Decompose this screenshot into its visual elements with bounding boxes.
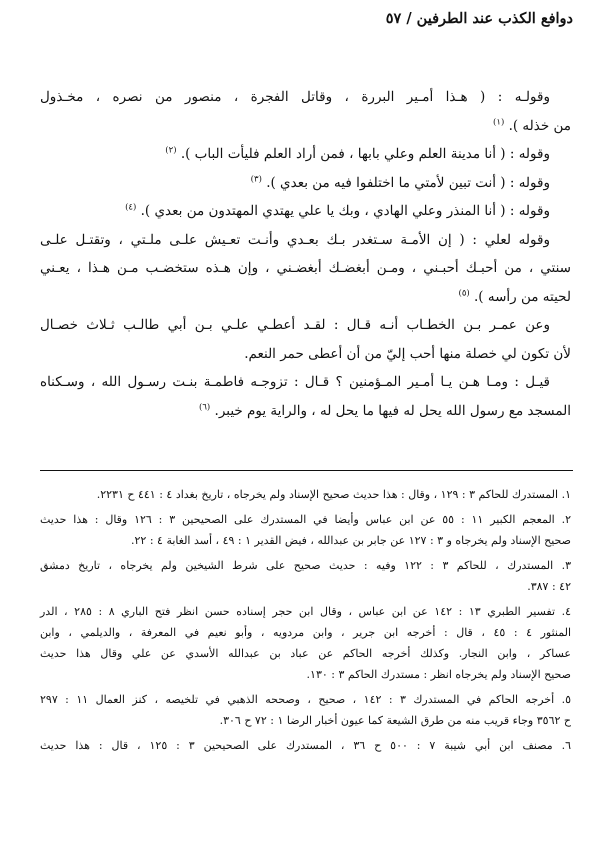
- paragraph-1-continuation: [40, 112, 571, 141]
- footnote-2: [40, 509, 571, 551]
- paragraph-5-continuation: [40, 254, 571, 283]
- paragraph-6-line-2: لأن تكون لي خصلة منها أحب إليّ من أن أعطى حمر النعم.: [244, 345, 571, 362]
- paragraph-4-line-1: وقوله : ( أنا المنذر وعلي الهادي ، وبك يا علي يهتدي المهتدون من بعدي ).: [140, 203, 550, 219]
- footnote-1-line-1: ١. المستدرك للحاكم ٣ : ١٢٩ ، وقال : هذا حديث صحيح الإسناد ولم يخرجاه ، تاريخ بغداد ٤ : ٤٤١ ح ٢٢٣١.: [96, 488, 571, 501]
- footnote-6: [40, 735, 571, 756]
- main-text: [40, 83, 571, 425]
- paragraph-1-line-1: وقولـه : ( هـذا أمـير البررة ، وقاتل الفجرة ، منصور من نصره ، مخـذول: [40, 89, 550, 105]
- paragraph-5-end: [40, 283, 571, 312]
- paragraph-1: [40, 83, 571, 112]
- footnote-6-line-1: ٦. مصنف ابن أبي شيبة ٧ : ٥٠٠ ح ٣٦ ، المستدرك على الصحيحين ٣ : ١٢٥ ، قال : هذا حديث: [40, 739, 571, 752]
- paragraph-5-line-3: لحيته من رأسه ).: [474, 288, 571, 305]
- note-ref-6: (٦): [199, 402, 211, 412]
- footnote-4-line-4: صحيح الإسناد ولم يخرجاه انظر : مستدرك الحاكم ٣ : ١٣٠.: [306, 668, 571, 681]
- footnote-4-line-1: ٤. تفسير الطبري ١٣ : ١٤٢ عن ابن عباس ، وقال ابن حجر إسناده حسن انظر فتح الباري ٨ : ٢٨٥ ، الدر: [40, 605, 572, 618]
- paragraph-2: [40, 140, 571, 169]
- paragraph-5: [40, 226, 571, 255]
- footnote-4: [40, 601, 571, 685]
- paragraph-7-line-1: قيـل : ومـا هـن يـا أمـير المـؤمنين ؟ قـال : تزوجـه فاطمـة بنـت رسـول الله ، وسـكناه: [40, 374, 550, 390]
- footnote-5-line-2: ح ٣٥٦٢ وجاء قريب منه من طرق الشيعة كما عيون أخبار الرضا ١ : ٧٢ ح ٣٠٦.: [219, 714, 571, 727]
- note-ref-4: (٤): [125, 202, 137, 213]
- footnote-2-line-2: صحيح الإسناد ولم يخرجاه و ٣ : ١٢٧ عن جابر بن عبدالله ، فيض القدير ١ : ٤٩ ، أسد الغابة ٤ : ٢٢.: [131, 534, 571, 547]
- note-ref-2: (٢): [165, 145, 177, 156]
- footnotes: [40, 484, 571, 756]
- footnote-2-line-1: ٢. المعجم الكبير ١١ : ٥٥ عن ابن عباس وأيضا في المستدرك على الصحيحين ٣ : ١٢٦ وقال : هذا حديث: [40, 513, 572, 526]
- footnote-3-line-1: ٣. المستدرك ، للحاكم ٣ : ١٢٢ وفيه : حديث صحيح على شرط الشيخين ولم يخرجاه ، تاريخ دمشق: [40, 559, 572, 572]
- footnote-divider: [40, 470, 573, 471]
- paragraph-6-continuation: [40, 340, 571, 369]
- paragraph-5-line-1: وقوله لعلي : ( إن الأمـة سـتغدر بـك بعـدي وأنـت تعـيش علـى ملـتي ، وتقتـل علـى: [40, 231, 550, 248]
- paragraph-5-line-2: سنتي ، من أحبـك أحبـني ، ومـن أبغضـك أبغضـني ، وإن هـذه ستخضـب مـن هـذا ، يعـني: [40, 260, 571, 276]
- paragraph-3: [40, 169, 571, 198]
- footnote-1: [40, 484, 571, 505]
- paragraph-7: [40, 368, 571, 397]
- running-header: دوافع الكذب عند الطرفين / ٥٧: [385, 10, 573, 27]
- footnote-3-line-2: ٤٢ : ٣٨٧.: [527, 580, 571, 593]
- paragraph-6: [40, 311, 571, 340]
- footnote-5-line-1: ٥. أخرجه الحاكم في المستدرك ٣ : ١٤٢ ، صحيح ، وصححه الذهبي في تلخيصه ، كنز العمال ١١ : ٢٩٧: [40, 693, 572, 706]
- paragraph-2-line-1: وقوله : ( أنا مدينة العلم وعلي بابها ، فمن أراد العلم فليأت الباب ).: [180, 146, 550, 162]
- footnote-5: [40, 689, 571, 731]
- paragraph-7-line-2: المسجد مع رسول الله يحل له فيها ما يحل له ، والراية يوم خيبر.: [214, 402, 571, 419]
- footnote-4-line-3: عساكر ، وابن النجار. وكذلك أخرجه الحاكم عن عباد بن عبدالله الأسدي عن علي وقال هذا حديث: [40, 647, 571, 660]
- footnote-4-line-2: المنثور ٤ : ٤٥ ، قال : أخرجه ابن جرير ، وابن مردويه ، وأبو نعيم في المعرفة ، والديلمي ، وابن: [40, 626, 572, 639]
- paragraph-7-continuation: [40, 397, 571, 426]
- paragraph-1-line-2: من خذله ).: [508, 117, 571, 134]
- note-ref-3: (٣): [250, 174, 262, 184]
- paragraph-4: [40, 197, 571, 226]
- footnote-3: [40, 555, 571, 597]
- note-ref-1: (١): [493, 117, 505, 127]
- paragraph-6-line-1: وعن عمـر بـن الخطـاب أنـه قـال : لقـد أعطـي علـي بـن أبي طالـب ثـلاث خصـال: [40, 317, 550, 333]
- paragraph-3-line-1: وقوله : ( أنت تبين لأمتي ما اختلفوا فيه من بعدي ).: [266, 174, 550, 191]
- note-ref-5: (٥): [458, 288, 470, 298]
